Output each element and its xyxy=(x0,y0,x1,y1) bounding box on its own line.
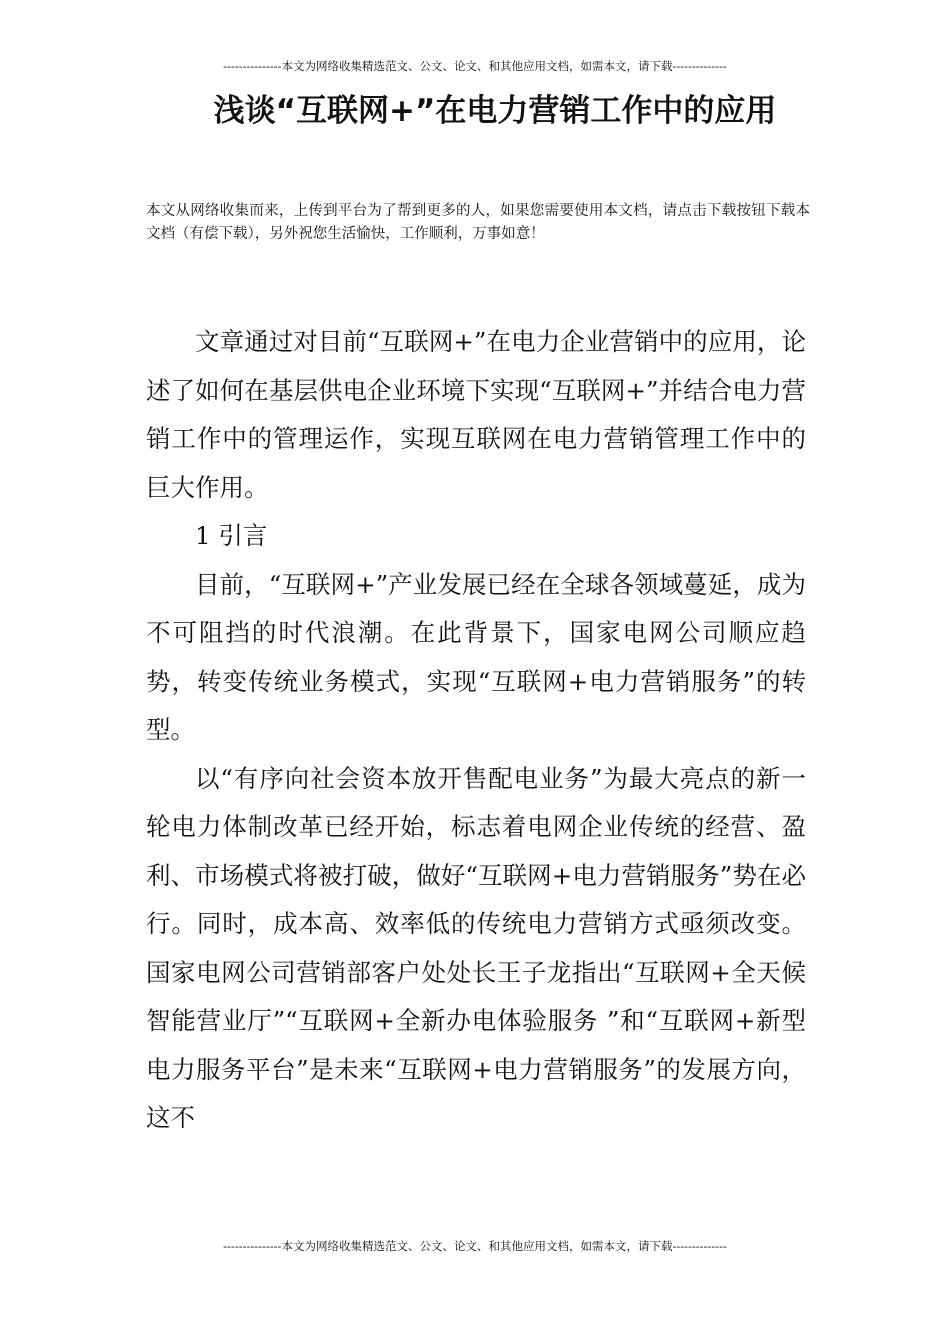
header-note: ---------------本文为网络收集精选范文、公文、论文、和其他应用文档，如需本文，请下载-------------- xyxy=(223,59,727,73)
paragraph-background: 目前，“互联网+”产业发展已经在全球各领域蔓延，成为不可阻挡的时代浪潮。在此背景下，国家电网公司顺应趋势，转变传统业务模式，实现“互联网+电力营销服务”的转型。 xyxy=(146,569,806,744)
section-heading-introduction: 1 引言 xyxy=(195,521,268,550)
download-notice: 本文从网络收集而来，上传到平台为了帮到更多的人，如果您需要使用本文档，请点击下载按钮下载本文档（有偿下载），另外祝您生活愉快，工作顺利，万事如意！ xyxy=(146,203,810,242)
article-body xyxy=(146,318,806,1143)
paragraph-reform: 以“有序向社会资本放开售配电业务”为最大亮点的新一轮电力体制改革已经开始，标志着电网企业传统的经营、盈利、市场模式将被打破，做好“互联网+电力营销服务”势在必行。同时，成本高、效率低的传统电力营销方式亟须改变。国家电网公司营销部客户处处长王子龙指出“互联网+全天候智能营业厅”“互联网+全新办电体验服务 ”和“互联网+新型电力服务平台”是未来“互联网+电力营销服务”的发展方向，这不 xyxy=(146,763,806,1132)
footer-note: ---------------本文为网络收集精选范文、公文、论文、和其他应用文档，如需本文，请下载-------------- xyxy=(223,1239,727,1253)
document-title: 浅谈“互联网+”在电力营销工作中的应用 xyxy=(213,93,777,129)
paragraph-abstract: 文章通过对目前“互联网+”在电力企业营销中的应用，论述了如何在基层供电企业环境下实现“互联网+”并结合电力营销工作中的管理运作，实现互联网在电力营销管理工作中的巨大作用。 xyxy=(146,327,806,502)
